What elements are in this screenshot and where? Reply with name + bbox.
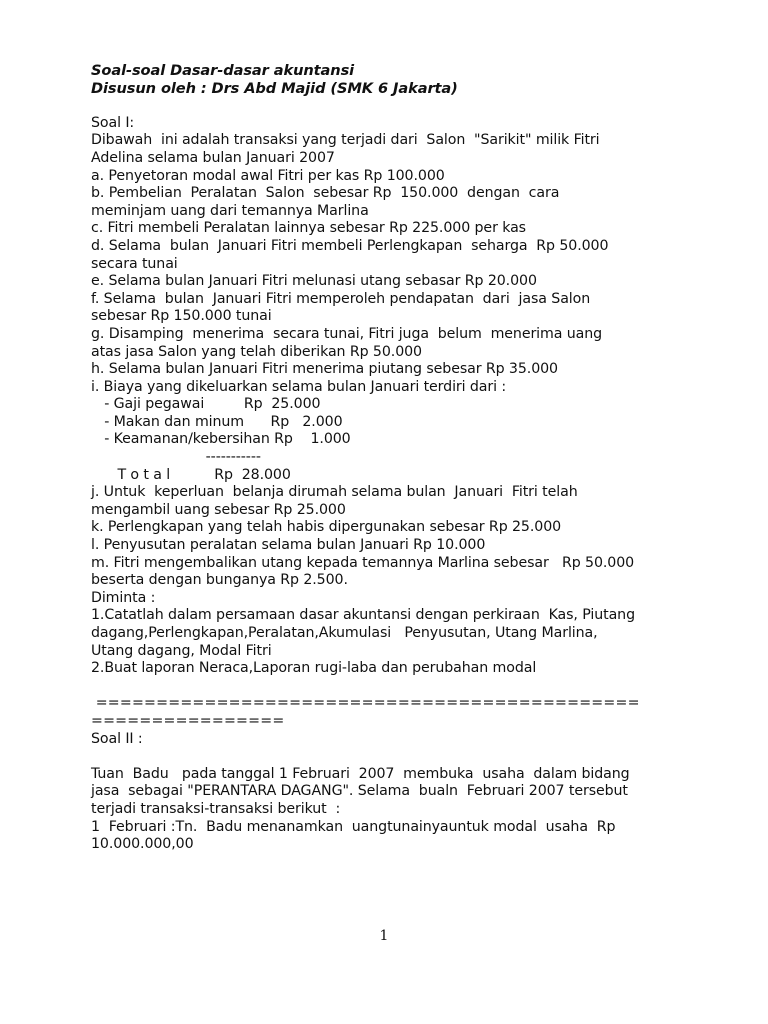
task-line: dagang,Perlengkapan,Peralatan,Akumulasi Penyusutan, Utang Marlina, bbox=[91, 625, 598, 641]
diminta-label: Diminta : bbox=[91, 589, 156, 606]
transaction-line: g. Disamping menerima secara tunai, Fitri juga belum menerima uang bbox=[91, 325, 603, 342]
transaction-line: e. Selama bulan Januari Fitri melunasi utang sebasar Rp 20.000 bbox=[91, 273, 537, 290]
transaction-line: mengambil uang sebesar Rp 25.000 bbox=[91, 501, 346, 518]
soal-2-heading: Soal II : bbox=[91, 730, 143, 747]
transaction-line: m. Fitri mengembalikan utang kepada temannya Marlina sebesar Rp 50.000 bbox=[91, 554, 635, 571]
transaction-line: i. Biaya yang dikeluarkan selama bulan Januari terdiri dari : bbox=[91, 378, 507, 395]
transaction-line: j. Untuk keperluan belanja dirumah selama bulan Januari Fitri telah bbox=[91, 484, 578, 501]
soal-1-heading: Soal I: bbox=[91, 114, 135, 131]
document-author: Disusun oleh : Drs Abd Majid (SMK 6 Jakarta) bbox=[91, 79, 458, 97]
task-line: Utang dagang, Modal Fitri bbox=[91, 642, 272, 659]
transaction-line: k. Perlengkapan yang telah habis dipergunakan sebesar Rp 25.000 bbox=[91, 519, 562, 536]
transaction-line: f. Selama bulan Januari Fitri memperoleh pendapatan dari jasa Salon bbox=[91, 290, 591, 307]
transaction-line: a. Penyetoran modal awal Fitri per kas Rp 100.000 bbox=[91, 167, 445, 184]
transaction-line: meminjam uang dari temannya Marlina bbox=[91, 202, 369, 219]
blank-line bbox=[91, 97, 691, 115]
document-page bbox=[91, 62, 691, 854]
section-separator: ================ bbox=[91, 712, 285, 729]
transaction-line: atas jasa Salon yang telah diberikan Rp 50.000 bbox=[91, 343, 422, 360]
transaction-line: sebesar Rp 150.000 tunai bbox=[91, 308, 272, 325]
expense-line: - Makan dan minum Rp 2.000 bbox=[91, 413, 343, 430]
soal-2-line: 10.000.000,00 bbox=[91, 836, 194, 853]
section-separator: ============================================= bbox=[91, 695, 640, 712]
expense-total: T o t a l Rp 28.000 bbox=[91, 466, 291, 483]
transaction-line: secara tunai bbox=[91, 255, 178, 272]
soal-2-line: Tuan Badu pada tanggal 1 Februari 2007 membuka usaha dalam bidang bbox=[91, 765, 630, 782]
transaction-line: beserta dengan bunganya Rp 2.500. bbox=[91, 572, 348, 589]
expense-line: - Gaji pegawai Rp 25.000 bbox=[91, 396, 321, 413]
soal-1-intro-line: Adelina selama bulan Januari 2007 bbox=[91, 149, 335, 166]
task-line: 1.Catatlah dalam persamaan dasar akuntansi dengan perkiraan Kas, Piutang bbox=[91, 607, 635, 624]
transaction-line: h. Selama bulan Januari Fitri menerima piutang sebesar Rp 35.000 bbox=[91, 361, 558, 378]
expense-divider: ----------- bbox=[91, 449, 261, 466]
blank-line bbox=[91, 678, 691, 696]
soal-2-line: jasa sebagai "PERANTARA DAGANG". Selama bualn Februari 2007 tersebut bbox=[91, 783, 628, 800]
expense-line: - Keamanan/kebersihan Rp 1.000 bbox=[91, 431, 351, 448]
soal-2-line: 1 Februari :Tn. Badu menanamkan uangtunainyauntuk modal usaha Rp bbox=[91, 818, 616, 835]
transaction-line: l. Penyusutan peralatan selama bulan Januari Rp 10.000 bbox=[91, 537, 486, 554]
soal-2-line: terjadi transaksi-transaksi berikut : bbox=[91, 800, 341, 817]
transaction-line: b. Pembelian Peralatan Salon sebesar Rp 150.000 dengan cara bbox=[91, 185, 560, 202]
soal-1-intro-line: Dibawah ini adalah transaksi yang terjadi dari Salon "Sarikit" milik Fitri bbox=[91, 132, 600, 149]
task-line: 2.Buat laporan Neraca,Laporan rugi-laba dan perubahan modal bbox=[91, 660, 537, 677]
page-number: 1 bbox=[379, 928, 389, 944]
transaction-line: d. Selama bulan Januari Fitri membeli Perlengkapan seharga Rp 50.000 bbox=[91, 237, 609, 254]
transaction-line: c. Fitri membeli Peralatan lainnya sebesar Rp 225.000 per kas bbox=[91, 220, 526, 237]
blank-line bbox=[91, 748, 691, 766]
document-title: Soal-soal Dasar-dasar akuntansi bbox=[91, 62, 355, 79]
